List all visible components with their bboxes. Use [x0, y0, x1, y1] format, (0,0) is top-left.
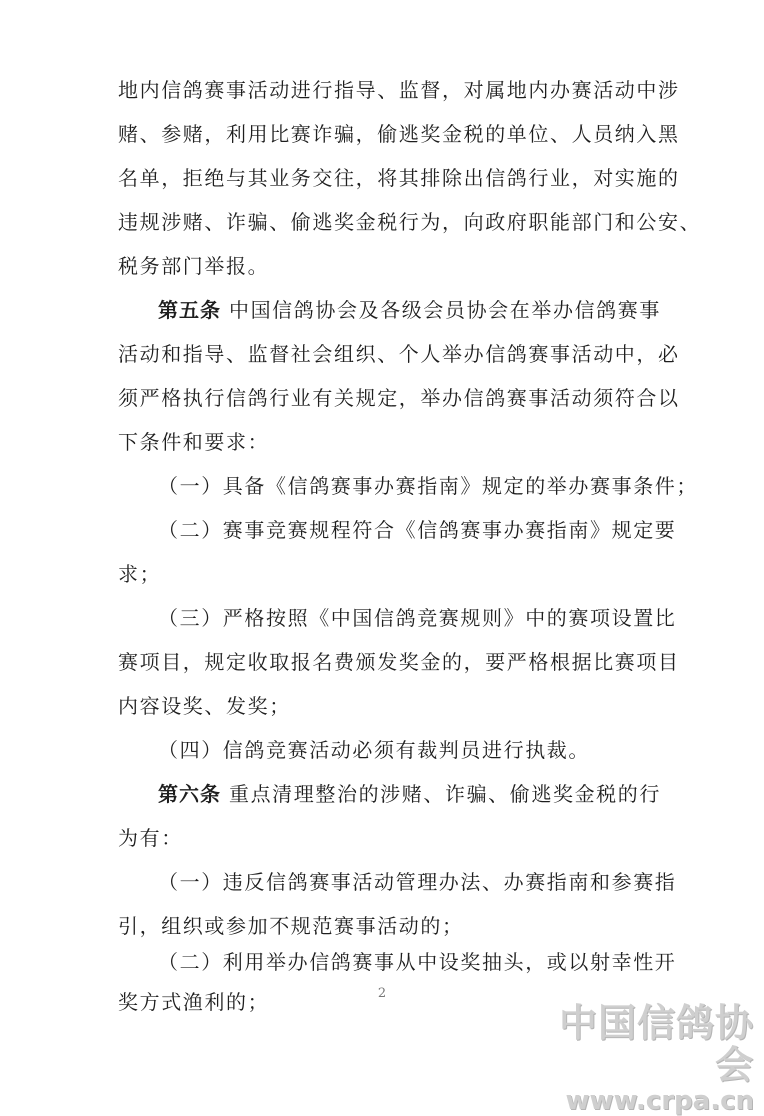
article-5-first-line — [158, 298, 688, 322]
page-number: 2 — [377, 986, 387, 1001]
article-6-item-1: （一）违反信鸽赛事活动管理办法、办赛指南和参赛指 — [158, 870, 677, 894]
article-5-item-2: （二）赛事竞赛规程符合《信鸽赛事办赛指南》规定要 — [158, 518, 677, 542]
paragraph-line: 奖方式渔利的； — [118, 990, 270, 1014]
paragraph-line: 赛项目，规定收取报名费颁发奖金的，要严格根据比赛项目 — [118, 650, 680, 674]
article-5-heading: 第五条 — [158, 298, 221, 322]
article-5-item-4: （四）信鸽竞赛活动必须有裁判员进行执裁。 — [158, 738, 590, 762]
article-6-text: 重点清理整治的涉赌、诈骗、偷逃奖金税的行 — [228, 782, 661, 806]
paragraph-line: 活动和指导、监督社会组织、个人举办信鸽赛事活动中，必 — [118, 342, 680, 366]
paragraph-line: 须严格执行信鸽行业有关规定，举办信鸽赛事活动须符合以 — [118, 386, 680, 410]
paragraph-line: 为有： — [118, 826, 183, 850]
article-6-heading: 第六条 — [158, 782, 221, 806]
paragraph-line: 求； — [118, 562, 162, 586]
paragraph-line: 名单，拒绝与其业务交往，将其排除出信鸽行业，对实施的 — [118, 166, 680, 190]
paragraph-line: 下条件和要求： — [118, 430, 270, 454]
article-5-text: 中国信鸽协会及各级会员协会在举办信鸽赛事 — [228, 298, 661, 322]
paragraph-line: 引，组织或参加不规范赛事活动的； — [118, 914, 464, 938]
article-6-item-2: （二）利用举办信鸽赛事从中设奖抽头，或以射幸性开 — [158, 950, 677, 974]
paragraph-line: 违规涉赌、诈骗、偷逃奖金税行为，向政府职能部门和公安、 — [118, 210, 702, 234]
paragraph-line: 内容设奖、发奖； — [118, 694, 291, 718]
article-5-item-3: （三）严格按照《中国信鸽竞赛规则》中的赛项设置比 — [158, 606, 677, 630]
paragraph-line: 赌、参赌，利用比赛诈骗，偷逃奖金税的单位、人员纳入黑 — [118, 122, 680, 146]
watermark-url: www.crpa.cn — [565, 1086, 754, 1116]
paragraph-line: 税务部门举报。 — [118, 254, 270, 278]
watermark — [534, 1002, 754, 1116]
article-5-item-1: （一）具备《信鸽赛事办赛指南》规定的举办赛事条件； — [158, 474, 698, 498]
paragraph-line: 地内信鸽赛事活动进行指导、监督，对属地内办赛活动中涉 — [118, 78, 680, 102]
watermark-title: 中国信鸽协会 — [558, 1001, 754, 1087]
article-6-first-line — [158, 782, 688, 806]
